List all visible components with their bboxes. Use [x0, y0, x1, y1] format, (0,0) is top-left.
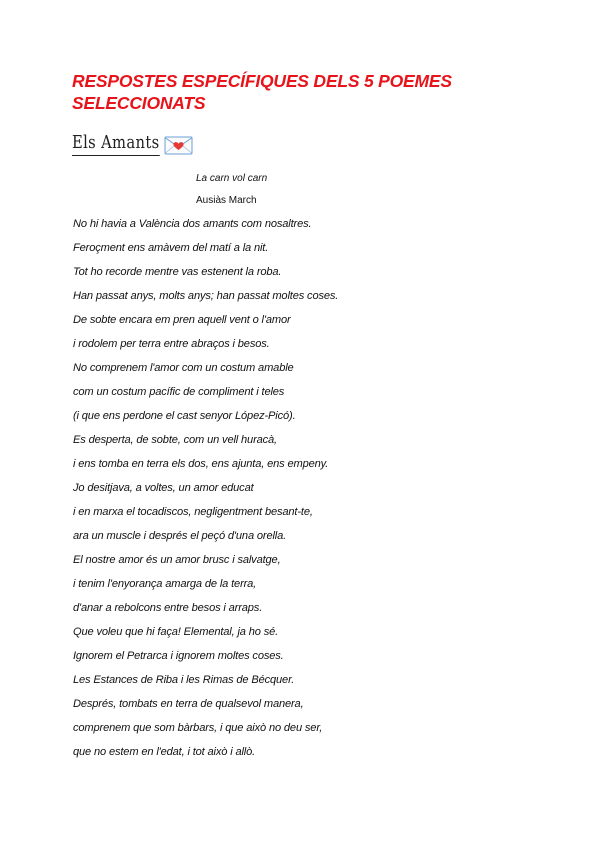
section-title: Els Amants — [72, 133, 160, 156]
poem-author: Ausiàs March — [196, 195, 257, 206]
poem-line: De sobte encara em pren aquell vent o l'amor — [73, 314, 291, 326]
poem-line: (i que ens perdone el cast senyor López-Picó). — [73, 410, 296, 422]
poem-line: Jo desitjava, a voltes, un amor educat — [73, 482, 254, 494]
poem-line: Ignorem el Petrarca i ignorem moltes coses. — [73, 650, 284, 662]
document-heading: RESPOSTES ESPECÍFIQUES DELS 5 POEMES SELECCIONATS — [72, 71, 452, 113]
poem-text — [73, 215, 553, 767]
poem-line: i en marxa el tocadiscos, negligentment besant-te, — [73, 506, 313, 518]
poem-line: Que voleu que hi faça! Elemental, ja ho sé. — [73, 626, 279, 638]
poem-title: La carn vol carn — [196, 173, 268, 184]
poem-line: i rodolem per terra entre abraços i besos. — [73, 338, 270, 350]
poem-line: Feroçment ens amàvem del matí a la nit. — [73, 242, 269, 254]
poem-line: Es desperta, de sobte, com un vell huracà, — [73, 434, 277, 446]
poem-line: Després, tombats en terra de qualsevol manera, — [73, 698, 304, 710]
poem-line: i ens tomba en terra els dos, ens ajunta, ens empeny. — [73, 458, 329, 470]
poem-line: No hi havia a València dos amants com nosaltres. — [73, 218, 312, 230]
poem-line: com un costum pacífic de compliment i teles — [73, 386, 285, 398]
poem-line: comprenem que som bàrbars, i que això no deu ser, — [73, 722, 323, 734]
envelope-heart-icon — [164, 135, 193, 156]
section-heading — [72, 133, 193, 159]
poem-line: Tot ho recorde mentre vas estenent la roba. — [73, 266, 282, 278]
poem-line: No comprenem l'amor com un costum amable — [73, 362, 294, 374]
poem-line: que no estem en l'edat, i tot això i allò. — [73, 746, 256, 758]
poem-line: d'anar a rebolcons entre besos i arraps. — [73, 602, 263, 614]
poem-line: El nostre amor és un amor brusc i salvatge, — [73, 554, 281, 566]
poem-line: Han passat anys, molts anys; han passat moltes coses. — [73, 290, 339, 302]
poem-line: ara un muscle i després el peçó d'una orella. — [73, 530, 287, 542]
poem-line: Les Estances de Riba i les Rimas de Bécquer. — [73, 674, 295, 686]
poem-line: i tenim l'enyorança amarga de la terra, — [73, 578, 257, 590]
